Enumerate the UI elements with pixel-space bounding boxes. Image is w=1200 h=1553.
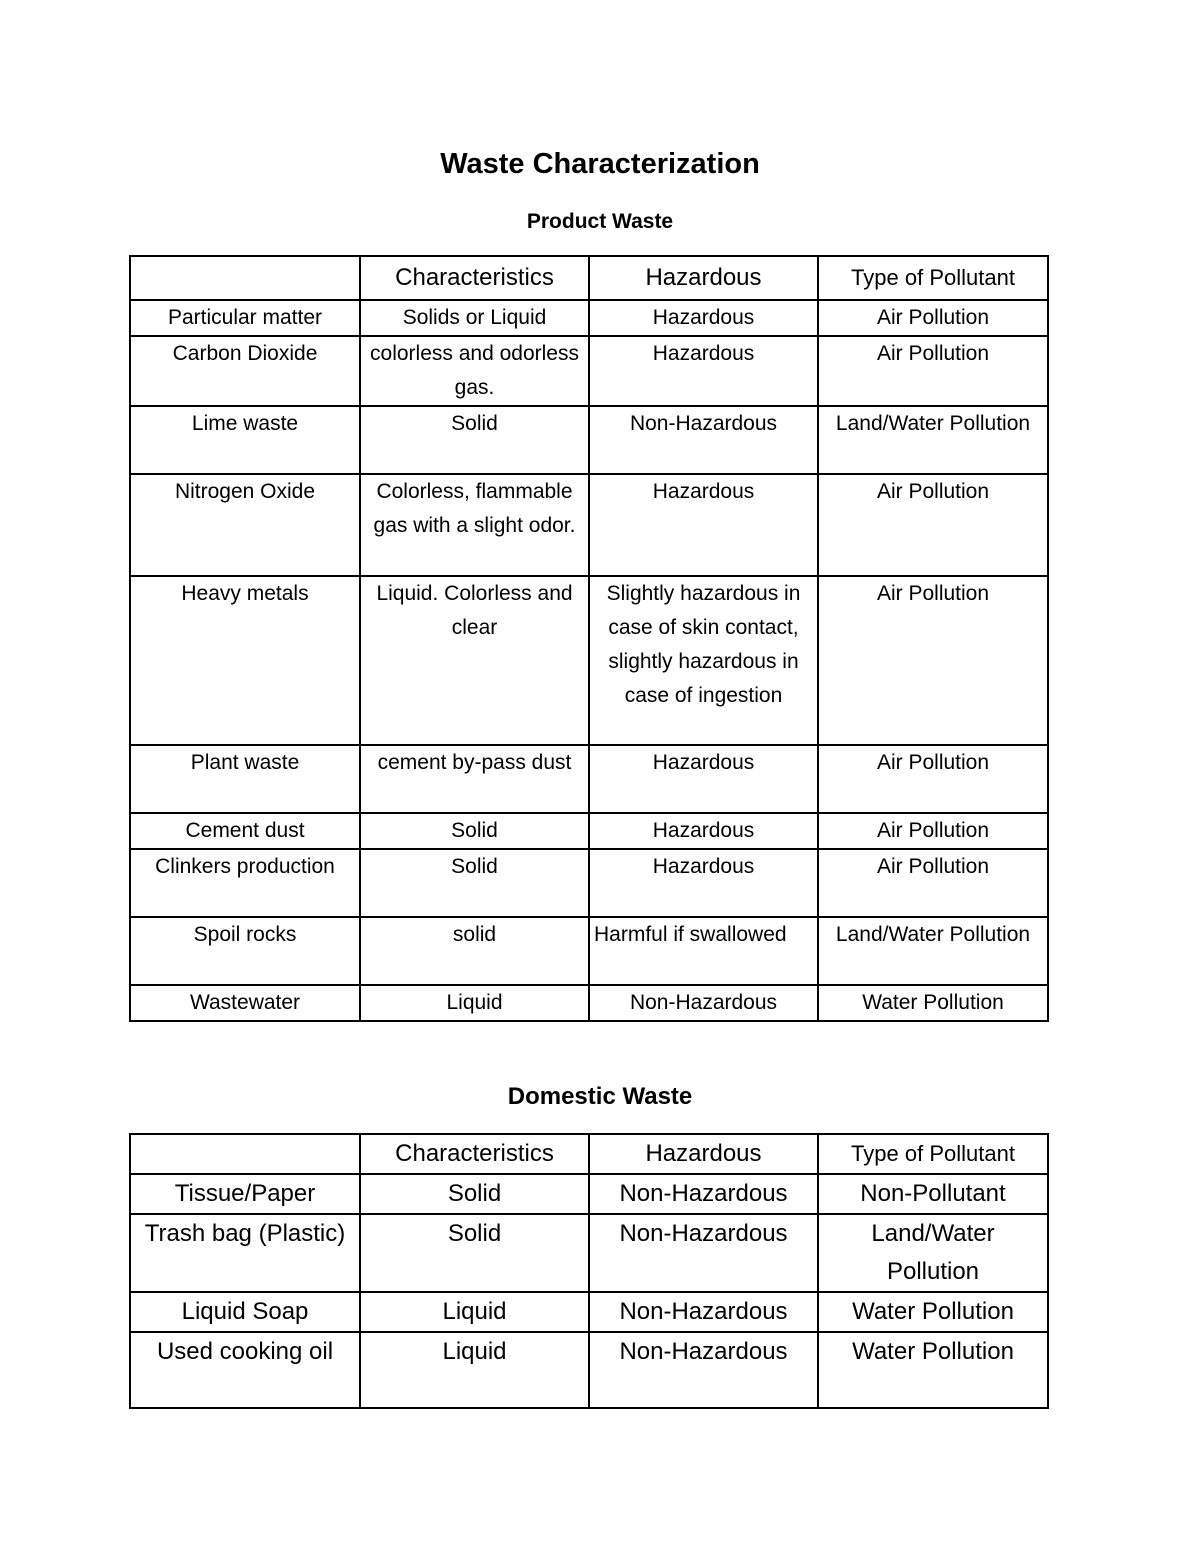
product-waste-heading: Product Waste [526,210,674,233]
hazardous-cell: Non-Hazardous [589,406,818,474]
page-title: Waste Characterization [440,148,760,180]
hazardous-cell: Non-Hazardous [589,1292,818,1332]
table-row [130,1174,1048,1214]
hazardous-cell: Hazardous [589,745,818,813]
waste-name-cell: Lime waste [130,406,360,474]
hazardous-cell: Non-Hazardous [589,1174,818,1214]
header-cell-hazardous: Hazardous [589,1134,818,1174]
table-row [130,1292,1048,1332]
header-cell-type-of-pollutant: Type of Pollutant [818,256,1048,300]
table-row [130,1214,1048,1292]
hazardous-cell: Hazardous [589,849,818,917]
characteristics-cell: Solids or Liquid [360,300,589,336]
waste-name-cell: Cement dust [130,813,360,849]
pollutant-type-cell: Air Pollution [818,813,1048,849]
pollutant-type-cell: Air Pollution [818,300,1048,336]
table-row [130,1332,1048,1408]
waste-name-cell: Plant waste [130,745,360,813]
characteristics-cell: Liquid [360,985,589,1021]
characteristics-cell: Solid [360,849,589,917]
hazardous-cell: Non-Hazardous [589,985,818,1021]
table-row [130,300,1048,336]
pollutant-type-cell: Air Pollution [818,474,1048,576]
domestic-waste-table [129,1133,1049,1409]
waste-name-cell: Particular matter [130,300,360,336]
header-cell-hazardous: Hazardous [589,256,818,300]
waste-name-cell: Trash bag (Plastic) [130,1214,360,1292]
characteristics-cell: Liquid. Colorless and clear [360,576,589,745]
product-waste-table [129,255,1049,1022]
characteristics-cell: colorless and odorless gas. [360,336,589,406]
pollutant-type-cell: Air Pollution [818,849,1048,917]
characteristics-cell: Solid [360,813,589,849]
table-row [130,336,1048,406]
hazardous-cell: Harmful if swallowed [589,917,818,985]
hazardous-cell: Hazardous [589,474,818,576]
waste-name-cell: Heavy metals [130,576,360,745]
header-cell-blank [130,1134,360,1174]
table-row [130,406,1048,474]
pollutant-type-cell: Air Pollution [818,576,1048,745]
table-row [130,917,1048,985]
hazardous-cell: Hazardous [589,336,818,406]
table-row [130,985,1048,1021]
hazardous-cell: Hazardous [589,300,818,336]
hazardous-cell: Non-Hazardous [589,1214,818,1292]
pollutant-type-cell: Land/Water Pollution [818,1214,1048,1292]
table-row [130,474,1048,576]
pollutant-type-cell: Land/Water Pollution [818,406,1048,474]
waste-name-cell: Carbon Dioxide [130,336,360,406]
characteristics-cell: solid [360,917,589,985]
table-header-row [130,256,1048,300]
pollutant-type-cell: Air Pollution [818,336,1048,406]
waste-name-cell: Wastewater [130,985,360,1021]
waste-name-cell: Tissue/Paper [130,1174,360,1214]
waste-name-cell: Liquid Soap [130,1292,360,1332]
hazardous-cell: Hazardous [589,813,818,849]
waste-name-cell: Clinkers production [130,849,360,917]
characteristics-cell: Liquid [360,1332,589,1408]
hazardous-cell: Slightly hazardous in case of skin contact, slightly hazardous in case of ingestion [589,576,818,745]
characteristics-cell: cement by-pass dust [360,745,589,813]
characteristics-cell: Solid [360,1214,589,1292]
header-cell-characteristics: Characteristics [360,1134,589,1174]
pollutant-type-cell: Non-Pollutant [818,1174,1048,1214]
waste-name-cell: Nitrogen Oxide [130,474,360,576]
pollutant-type-cell: Air Pollution [818,745,1048,813]
pollutant-type-cell: Water Pollution [818,1292,1048,1332]
domestic-waste-heading: Domestic Waste [507,1083,693,1110]
pollutant-type-cell: Land/Water Pollution [818,917,1048,985]
table-row [130,576,1048,745]
pollutant-type-cell: Water Pollution [818,1332,1048,1408]
characteristics-cell: Solid [360,406,589,474]
waste-name-cell: Spoil rocks [130,917,360,985]
pollutant-type-cell: Water Pollution [818,985,1048,1021]
hazardous-cell: Non-Hazardous [589,1332,818,1408]
header-cell-characteristics: Characteristics [360,256,589,300]
characteristics-cell: Colorless, flammable gas with a slight odor. [360,474,589,576]
header-cell-blank [130,256,360,300]
table-header-row [130,1134,1048,1174]
header-cell-type-of-pollutant: Type of Pollutant [818,1134,1048,1174]
waste-name-cell: Used cooking oil [130,1332,360,1408]
table-row [130,849,1048,917]
table-row [130,745,1048,813]
characteristics-cell: Solid [360,1174,589,1214]
table-row [130,813,1048,849]
characteristics-cell: Liquid [360,1292,589,1332]
